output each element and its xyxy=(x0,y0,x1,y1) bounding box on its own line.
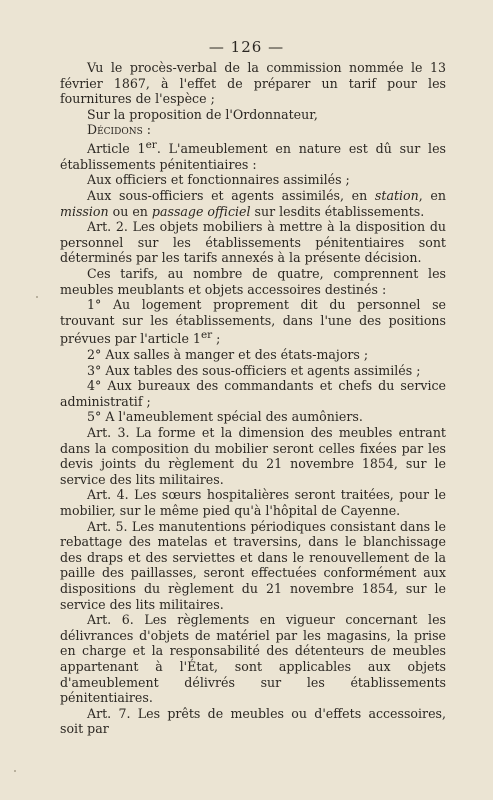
article-3: Art. 3. La forme et la dimension des meubles entrant dans la composition du mobilier seront celles fixées par les devis joints du règlement du 21 novembre 1854, sur le service des lits militaires. xyxy=(60,425,446,487)
list-item-1-superscript: er xyxy=(200,329,213,342)
paper-speck xyxy=(14,770,16,772)
list-item-1-end: ; xyxy=(212,331,221,347)
page-number: — 126 — xyxy=(208,38,285,56)
article-5: Art. 5. Les manutentions périodiques consistant dans le rebattage des matelas et traversins, dans le blanchissage des draps et des serviettes et dans le renouvellement de la paille des paillasses, seront effectuées conformément aux dispositions du règlement du 21 novembre 1854, sur le service des lits militaires. xyxy=(60,518,446,612)
article-7: Art. 7. Les prêts de meubles ou d'effets accessoires, soit par xyxy=(60,705,446,737)
passage-term: passage officiel xyxy=(151,203,251,219)
list-item-3: 3° Aux tables des sous-officiers et agents assimilés ; xyxy=(87,362,421,378)
list-item-2: 2° Aux salles à manger et des états-majors ; xyxy=(87,347,369,363)
list-item-5: 5° A l'ameublement spécial des aumôniers. xyxy=(87,409,363,425)
article-1-officers: Aux officiers et fonctionnaires assimilés ; xyxy=(87,172,350,188)
sous-officiers-text-b: , en xyxy=(418,187,446,203)
preamble-paragraph: Vu le procès-verbal de la commission nommée le 13 février 1867, à l'effet de préparer un tarif pour les fournitures de l'espèce ; xyxy=(60,60,446,107)
article-1-sous-officiers xyxy=(60,188,446,219)
list-item-1-text: 1° Au logement proprement dit du personnel se trouvant sur les établissements, dans l'une des positions prévues par l'article 1 xyxy=(60,297,446,347)
decidons-heading: Décidons : xyxy=(87,122,151,138)
article-1 xyxy=(60,138,446,172)
sous-officiers-text-c: ou en xyxy=(108,203,152,219)
station-term: station xyxy=(374,187,419,203)
list-item-4: 4° Aux bureaux des commandants et chefs du service administratif ; xyxy=(60,378,446,409)
paper-speck xyxy=(36,296,38,298)
list-item-1 xyxy=(60,297,446,347)
proposal-line: Sur la proposition de l'Ordonnateur, xyxy=(87,106,318,122)
article-1-text: . L'ameublement en nature est dû sur les établissements pénitentiaires : xyxy=(60,141,446,172)
article-1-label: Article 1 xyxy=(87,141,146,157)
tarifs-intro: Ces tarifs, au nombre de quatre, comprennent les meubles meublants et objets accessoires destinés : xyxy=(60,265,446,297)
mission-term: mission xyxy=(60,203,109,219)
article-4: Art. 4. Les sœurs hospitalières seront traitées, pour le mobilier, sur le même pied qu'à l'hôpital de Cayenne. xyxy=(60,487,446,518)
article-1-superscript: er xyxy=(145,138,157,151)
article-6: Art. 6. Les règlements en vigueur concernant les délivrances d'objets de matériel par les magasins, la prise en charge et la responsabilité des détenteurs de meubles appartenant à l'État, sont applicables aux objets d'ameublement délivrés sur les établissements pénitentiaires. xyxy=(60,612,446,706)
document-body xyxy=(60,60,446,737)
sous-officiers-text-a: Aux sous-officiers et agents assimilés, en xyxy=(87,187,375,203)
sous-officiers-text-d: sur lesdits établissements. xyxy=(250,203,425,219)
article-2: Art. 2. Les objets mobiliers à mettre à la disposition du personnel sur les établissements pénitentiaires sont déterminés par les tarifs annexés à la présente décision. xyxy=(60,219,446,266)
